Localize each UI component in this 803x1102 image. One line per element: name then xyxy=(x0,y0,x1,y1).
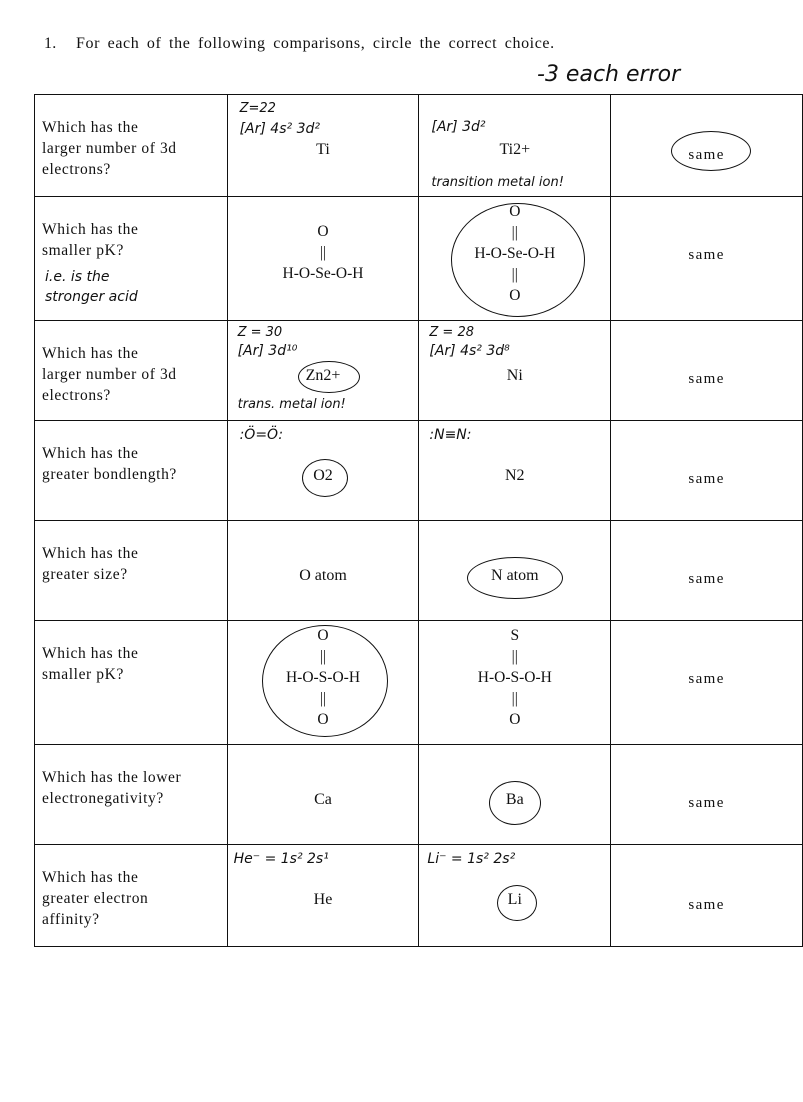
question-text: Which has the larger number of 3d electrons? xyxy=(42,119,177,178)
choice-b-cell[interactable] xyxy=(419,95,611,197)
table-row xyxy=(35,197,803,321)
question-text: Which has the larger number of 3d electrons? xyxy=(42,345,177,404)
choice-b-structure: S || H-O-S-O-H || O xyxy=(477,627,552,728)
same-option: same xyxy=(688,247,725,263)
instructions: For each of the following comparisons, circle the correct choice. xyxy=(76,35,555,52)
question-text: Which has the greater electron affinity? xyxy=(42,869,149,928)
same-option: same xyxy=(688,471,725,487)
same-cell[interactable] xyxy=(611,95,803,197)
same-option: same xyxy=(688,147,725,163)
handwritten-note: i.e. is the xyxy=(45,269,110,285)
question-cell xyxy=(35,845,228,947)
question-text: Which has the greater size? xyxy=(42,545,139,583)
question-number: 1. xyxy=(44,35,57,52)
choice-b-text: Ti2+ xyxy=(499,141,531,158)
table-row xyxy=(35,845,803,947)
choice-a-cell[interactable] xyxy=(227,197,419,321)
question-text: Which has the smaller pK? xyxy=(42,221,139,259)
same-cell[interactable] xyxy=(611,845,803,947)
handwritten-note: Z = 28 xyxy=(429,325,474,340)
table-row xyxy=(35,95,803,197)
question-text: Which has the smaller pK? xyxy=(42,645,139,683)
question-cell xyxy=(35,421,228,521)
choice-b-text: Ni xyxy=(506,367,523,384)
table-row xyxy=(35,621,803,745)
choice-a-cell[interactable] xyxy=(227,421,419,521)
handwritten-note: Li⁻ = 1s² 2s² xyxy=(427,851,516,867)
question-cell xyxy=(35,621,228,745)
same-cell[interactable] xyxy=(611,745,803,845)
choice-b-text: N atom xyxy=(491,567,539,584)
choice-a-structure: O || H-O-S-O-H || O xyxy=(285,627,361,728)
choice-a-text: O2 xyxy=(313,467,333,484)
same-cell[interactable] xyxy=(611,521,803,621)
same-option: same xyxy=(688,795,725,811)
handwritten-note: trans. metal ion! xyxy=(237,397,346,412)
handwritten-note: [Ar] 3d² xyxy=(431,119,486,135)
choice-a-text: O atom xyxy=(299,567,347,584)
handwritten-note: :N≡N: xyxy=(429,427,472,443)
choice-b-cell[interactable] xyxy=(419,421,611,521)
handwritten-note: [Ar] 3d¹⁰ xyxy=(237,343,298,359)
comparison-table xyxy=(34,94,803,947)
same-option: same xyxy=(688,571,725,587)
table-row xyxy=(35,745,803,845)
question-text: Which has the lower electronegativity? xyxy=(42,769,182,807)
same-cell[interactable] xyxy=(611,621,803,745)
choice-b-text: Ba xyxy=(505,791,524,808)
choice-b-cell[interactable] xyxy=(419,845,611,947)
question-cell xyxy=(35,321,228,421)
question-cell xyxy=(35,95,228,197)
handwritten-note: [Ar] 4s² 3d² xyxy=(239,121,320,137)
choice-b-cell[interactable] xyxy=(419,745,611,845)
table-row xyxy=(35,421,803,521)
same-cell[interactable] xyxy=(611,321,803,421)
handwritten-note: He⁻ = 1s² 2s¹ xyxy=(233,851,329,867)
question-cell xyxy=(35,745,228,845)
choice-b-cell[interactable] xyxy=(419,197,611,321)
table-row xyxy=(35,321,803,421)
handwritten-note: :Ö=Ö: xyxy=(239,427,284,443)
handwritten-note: [Ar] 4s² 3d⁸ xyxy=(429,343,510,359)
choice-a-structure: O || H-O-Se-O-H xyxy=(282,223,364,282)
choice-a-cell[interactable] xyxy=(227,521,419,621)
question-cell xyxy=(35,197,228,321)
choice-b-text: Li xyxy=(507,891,522,908)
same-cell[interactable] xyxy=(611,421,803,521)
choice-b-text: N2 xyxy=(505,467,525,484)
choice-a-text: Ti xyxy=(316,141,330,158)
choice-a-cell[interactable] xyxy=(227,621,419,745)
question-cell xyxy=(35,521,228,621)
choice-b-cell[interactable] xyxy=(419,521,611,621)
choice-a-cell[interactable] xyxy=(227,845,419,947)
handwritten-note: Z=22 xyxy=(239,101,276,116)
table-row xyxy=(35,521,803,621)
grading-note: -3 each error xyxy=(537,62,681,87)
same-cell[interactable] xyxy=(611,197,803,321)
choice-a-text: Ca xyxy=(314,791,332,808)
choice-a-cell[interactable] xyxy=(227,745,419,845)
handwritten-note: Z = 30 xyxy=(237,325,283,340)
choice-a-cell[interactable] xyxy=(227,321,419,421)
choice-b-structure: O || H-O-Se-O-H || O xyxy=(474,203,556,304)
handwritten-note: stronger acid xyxy=(45,289,138,305)
question-text: Which has the greater bondlength? xyxy=(42,445,177,483)
handwritten-note: transition metal ion! xyxy=(431,175,564,190)
same-option: same xyxy=(688,671,725,687)
same-option: same xyxy=(688,371,725,387)
choice-a-cell[interactable] xyxy=(227,95,419,197)
choice-a-text: He xyxy=(313,891,333,908)
choice-b-cell[interactable] xyxy=(419,621,611,745)
choice-b-cell[interactable] xyxy=(419,321,611,421)
choice-a-text: Zn2+ xyxy=(305,367,341,384)
same-option: same xyxy=(688,897,725,913)
